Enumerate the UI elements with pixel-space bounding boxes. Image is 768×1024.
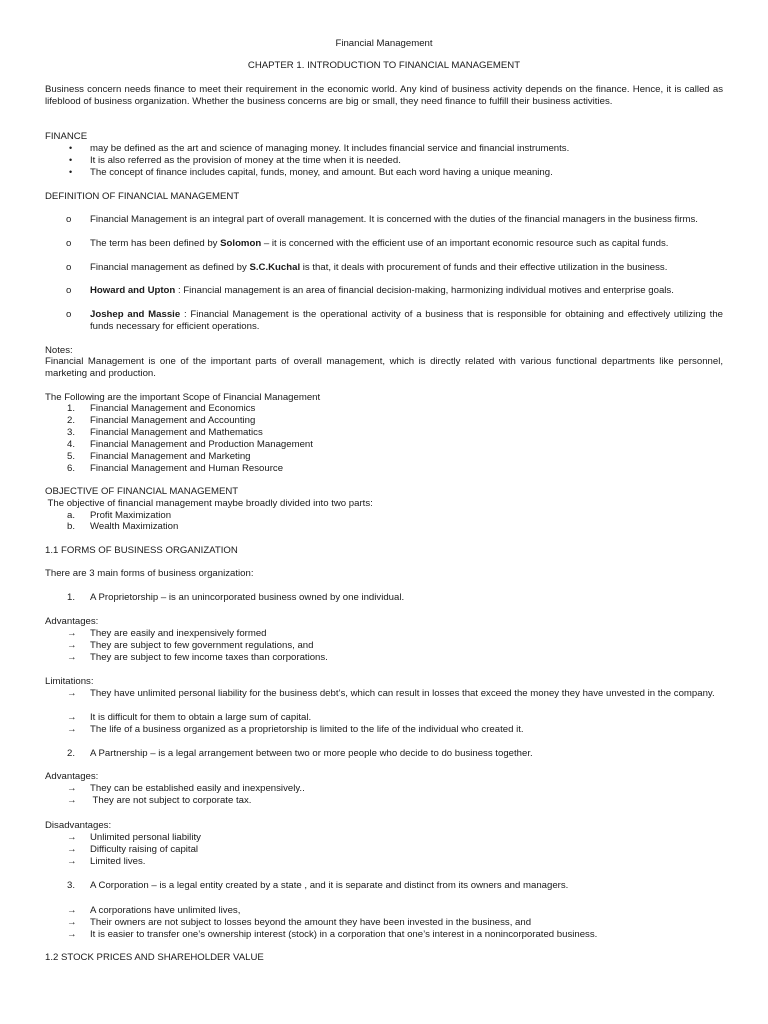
list-number: 2.	[67, 415, 76, 426]
arrow-marker: →	[67, 712, 77, 723]
limitation-item: It is difficult for them to obtain a large sum of capital.	[90, 712, 312, 723]
arrow-marker: →	[67, 724, 77, 735]
scope-item: Financial Management and Production Management	[90, 439, 313, 450]
list-number: 2.	[67, 748, 76, 759]
circle-marker: o	[66, 214, 72, 225]
objective-item: Profit Maximization	[90, 510, 172, 521]
corporation-point: It is easier to transfer one’s ownership interest (stock) in a corporation that one’s interest in a nonincorporated business.	[90, 929, 598, 940]
stock-heading: 1.2 STOCK PRICES AND SHAREHOLDER VALUE	[45, 952, 264, 963]
circle-marker: o	[66, 238, 72, 249]
arrow-marker: →	[67, 688, 77, 699]
list-number: 3.	[67, 427, 76, 438]
definition-item: Financial management as defined by S.C.Kuchal is that, it deals with procurement of funds and their effective utilization in the business.	[90, 262, 668, 273]
arrow-marker: →	[67, 783, 77, 794]
scope-item: Financial Management and Human Resource	[90, 463, 284, 474]
disadvantages-label: Disadvantages:	[45, 820, 112, 831]
advantage-item: They can be established easily and inexpensively..	[90, 783, 305, 794]
finance-bullet: may be defined as the art and science of managing money. It includes financial service and financial instruments.	[90, 143, 570, 154]
scope-item: Financial Management and Mathematics	[90, 427, 263, 438]
arrow-marker: →	[67, 628, 77, 639]
forms-heading: 1.1 FORMS OF BUSINESS ORGANIZATION	[45, 545, 238, 556]
list-number: 5.	[67, 451, 76, 462]
finance-bullet: The concept of finance includes capital, funds, money, and amount. But each word having a unique meaning.	[90, 167, 553, 178]
arrow-marker: →	[67, 844, 77, 855]
advantage-item: They are subject to few income taxes than corporations.	[90, 652, 328, 663]
objective-item: Wealth Maximization	[90, 521, 179, 532]
bullet-marker: •	[69, 143, 73, 153]
circle-marker: o	[66, 262, 72, 273]
objective-intro: The objective of financial management maybe broadly divided into two parts:	[45, 498, 373, 509]
list-number: 3.	[67, 880, 76, 891]
arrow-marker: →	[67, 929, 77, 940]
advantage-item: They are easily and inexpensively formed	[90, 628, 267, 639]
advantages-label: Advantages:	[45, 771, 99, 782]
definition-heading: DEFINITION OF FINANCIAL MANAGEMENT	[45, 191, 240, 202]
corporation-point: A corporations have unlimited lives,	[90, 905, 241, 916]
objective-heading: OBJECTIVE OF FINANCIAL MANAGEMENT	[45, 486, 239, 497]
page-header: Financial Management	[335, 38, 433, 49]
advantages-label: Advantages:	[45, 616, 99, 627]
scope-intro: The Following are the important Scope of Financial Management	[45, 392, 321, 403]
limitation-item: They have unlimited personal liability for the business debt’s, which can result in losses that exceed the money they have unvested in the company.	[90, 688, 715, 699]
list-letter: b.	[67, 521, 76, 532]
corporation-definition: A Corporation – is a legal entity created by a state , and it is separate and distinct from its owners and managers.	[90, 880, 569, 891]
arrow-marker: →	[67, 640, 77, 651]
advantage-item: They are subject to few government regulations, and	[90, 640, 314, 651]
forms-intro: There are 3 main forms of business organization:	[45, 568, 254, 579]
arrow-marker: →	[67, 917, 77, 928]
list-number: 1.	[67, 403, 76, 414]
corporation-point: Their owners are not subject to losses beyond the amount they have been invested in the business, and	[90, 917, 532, 928]
arrow-marker: →	[67, 905, 77, 916]
notes-label: Notes:	[45, 345, 73, 356]
finance-bullet: It is also referred as the provision of money at the time when it is needed.	[90, 155, 401, 166]
disadvantage-item: Limited lives.	[90, 856, 146, 867]
scope-item: Financial Management and Economics	[90, 403, 256, 414]
list-number: 4.	[67, 439, 76, 450]
definition-item: Financial Management is an integral part of overall management. It is concerned with the duties of the financial managers in the business firms.	[90, 214, 698, 225]
circle-marker: o	[66, 285, 72, 296]
list-letter: a.	[67, 510, 76, 521]
list-number: 1.	[67, 592, 76, 603]
list-number: 6.	[67, 463, 76, 474]
disadvantage-item: Unlimited personal liability	[90, 832, 201, 843]
limitations-label: Limitations:	[45, 676, 94, 687]
arrow-marker: →	[67, 856, 77, 867]
definition-item: The term has been defined by Solomon – it is concerned with the efficient use of an important economic resource such as capital funds.	[90, 238, 669, 249]
limitation-item: The life of a business organized as a proprietorship is limited to the life of the individual who created it.	[90, 724, 524, 735]
circle-marker: o	[66, 309, 72, 320]
notes-text: Financial Management is one of the important parts of overall management, which is directly related with various functional departments like personnel, marketing and production.	[45, 356, 723, 379]
bullet-marker: •	[69, 167, 73, 177]
advantage-item: They are not subject to corporate tax.	[90, 795, 252, 806]
proprietorship-definition: A Proprietorship – is an unincorporated business owned by one individual.	[90, 592, 405, 603]
arrow-marker: →	[67, 832, 77, 843]
definition-item: Howard and Upton : Financial management is an area of financial decision-making, harmonizing individual motives and enterprise goals.	[90, 285, 674, 296]
scope-item: Financial Management and Marketing	[90, 451, 251, 462]
chapter-title: CHAPTER 1. INTRODUCTION TO FINANCIAL MANAGEMENT	[247, 60, 521, 71]
arrow-marker: →	[67, 652, 77, 663]
definition-item: Joshep and Massie : Financial Management is the operational activity of a business that is responsible for obtaining and effectively utilizing the funds necessary for efficient operations.	[90, 309, 723, 332]
finance-heading: FINANCE	[45, 131, 88, 142]
arrow-marker: →	[67, 795, 77, 806]
disadvantage-item: Difficulty raising of capital	[90, 844, 199, 855]
scope-item: Financial Management and Accounting	[90, 415, 256, 426]
intro-paragraph: Business concern needs finance to meet their requirement in the economic world. Any kind of business activity depends on the finance. Hence, it is called as lifeblood of business organization. Whether the business concerns are big or small, they need finance to fulfill their business activities.	[45, 84, 723, 107]
partnership-definition: A Partnership – is a legal arrangement between two or more people who decide to do business together.	[90, 748, 533, 759]
bullet-marker: •	[69, 155, 73, 165]
